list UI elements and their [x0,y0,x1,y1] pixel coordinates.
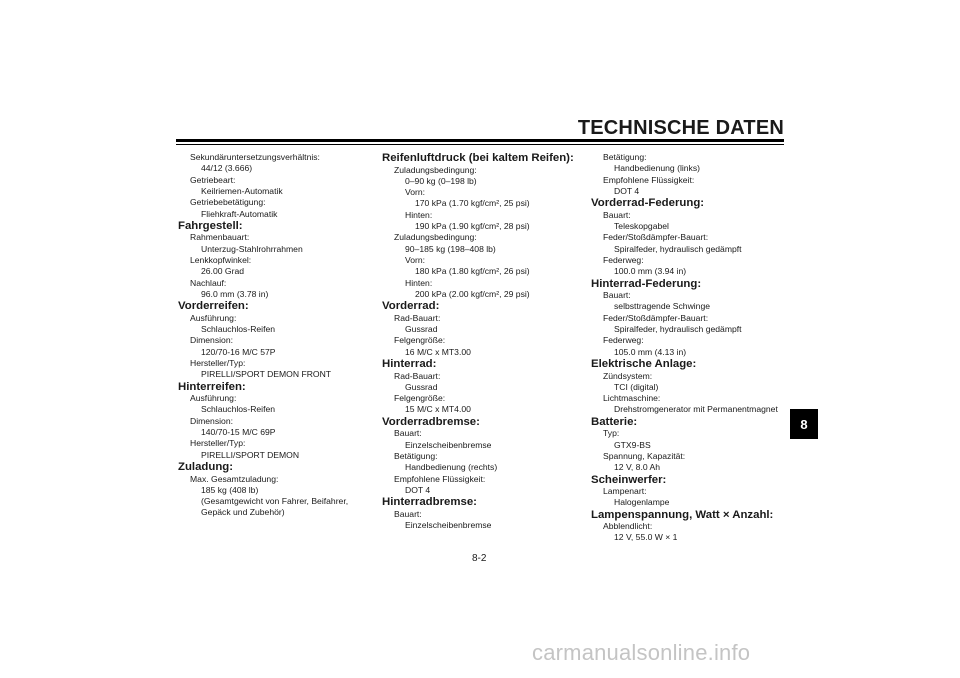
spec-line: Handbedienung (links) [614,163,700,174]
spec-line: 180 kPa (1.80 kgf/cm², 26 psi) [415,266,530,277]
spec-line: Zündsystem: [603,370,653,381]
spec-line: Keilriemen-Automatik [201,185,283,196]
spec-line: Gussrad [405,324,438,335]
spec-line: Hersteller/Typ: [190,358,246,368]
spec-line: Hinten: [405,277,433,288]
spec-column-2 [384,152,574,531]
spec-line: Bauart: [394,428,422,439]
section-heading: Batterie: [591,415,638,428]
spec-line: Schlauchlos-Reifen [201,324,276,335]
spec-line: Federweg: [603,335,644,346]
spec-line: Feder/Stoßdämpfer-Bauart: [603,312,709,323]
spec-line: Lichtmaschine: [603,393,661,404]
spec-line: Felgengröße: [394,393,446,404]
section-heading: Vorderrad: [382,300,440,313]
spec-line: Lenkkopfwinkel: [190,255,252,265]
spec-line: 12 V, 8.0 Ah [614,462,661,473]
spec-line: Hersteller/Typ: [190,438,246,449]
section-heading: Hinterreifen: [178,380,246,393]
spec-line: Teleskopgabel [614,221,669,232]
watermark: carmanualsonline.info [532,640,751,665]
spec-line: Federweg: [603,255,644,265]
spec-column-1 [180,152,370,519]
spec-line: 200 kPa (2.00 kgf/cm², 29 psi) [415,288,530,299]
spec-line: GTX9-BS [614,439,651,450]
section-heading: Fahrgestell: [178,219,243,232]
header-rule-thick [176,139,784,142]
spec-line: Typ: [603,428,620,439]
section-heading: Hinterradbremse: [382,496,477,509]
spec-line: Rad-Bauart: [394,370,441,381]
section-heading: Hinterrad-Federung: [591,277,702,290]
spec-line: Lampenart: [603,486,647,496]
spec-line: Spannung, Kapazität: [603,450,686,461]
spec-line: 96.0 mm (3.78 in) [201,288,269,299]
section-heading: Vorderradbremse: [382,415,480,428]
section-heading: Vorderreifen: [178,300,249,313]
spec-line: 90–185 kg (198–408 lb) [405,243,496,254]
spec-line: Zuladungsbedingung: [394,232,477,243]
spec-line: 0–90 kg (0–198 lb) [405,175,477,186]
spec-line: Vorn: [405,187,426,198]
section-heading: Zuladung: [178,461,234,473]
spec-line: Rahmenbauart: [190,232,250,243]
spec-line: Betätigung: [394,450,438,461]
spec-line: Unterzug-Stahlrohrrahmen [201,243,303,254]
spec-line: Drehstromgenerator mit Permanentmagnet [614,404,778,415]
spec-line: Halogenlampe [614,497,670,508]
page-number: 8-2 [472,553,487,564]
spec-line: Spiralfeder, hydraulisch gedämpft [614,243,742,254]
section-heading: Hinterrad: [382,358,437,370]
spec-line: DOT 4 [405,484,431,495]
spec-line: Dimension: [190,335,233,346]
spec-line: Hinten: [405,209,433,220]
section-heading: Elektrische Anlage: [591,358,697,370]
spec-line: PIRELLI/SPORT DEMON FRONT [201,369,332,380]
spec-line: Abblendlicht: [603,521,653,532]
spec-line: Nachlauf: [190,277,227,288]
spec-line: 140/70-15 M/C 69P [201,427,276,438]
spec-line: Felgengröße: [394,335,446,346]
spec-line: TCI (digital) [614,381,659,392]
spec-line: (Gesamtgewicht von Fahrer, Beifahrer, [201,496,349,507]
spec-line: Getriebebetätigung: [190,197,266,208]
spec-line: Betätigung: [603,152,647,162]
spec-line: Ausführung: [190,312,237,323]
section-heading: Vorderrad-Federung: [591,197,705,210]
spec-line: Einzelscheibenbremse [405,519,492,530]
section-heading: Lampenspannung, Watt × Anzahl: [591,508,774,521]
spec-line: 105.0 mm (4.13 in) [614,346,687,357]
spec-line: Handbedienung (rechts) [405,462,498,473]
spec-line: 120/70-16 M/C 57P [201,346,276,357]
chapter-tab: 8 [790,409,818,439]
spec-line: 170 kPa (1.70 kgf/cm², 25 psi) [415,198,530,209]
spec-line: 12 V, 55.0 W × 1 [614,532,678,543]
spec-line: 44/12 (3.666) [201,163,253,174]
section-heading: Reifenluftdruck (bei kaltem Reifen): [382,152,574,164]
spec-line: 15 M/C x MT4.00 [405,404,471,415]
spec-line: 16 M/C x MT3.00 [405,346,471,357]
spec-line: Spiralfeder, hydraulisch gedämpft [614,324,742,335]
page-title: TECHNISCHE DATEN [577,117,784,139]
spec-line: Rad-Bauart: [394,312,441,323]
spec-line: Bauart: [394,508,422,519]
spec-line: Vorn: [405,255,426,265]
spec-line: Dimension: [190,415,233,426]
spec-line: Getriebeart: [190,174,236,185]
spec-line: 185 kg (408 lb) [201,484,259,495]
spec-line: Schlauchlos-Reifen [201,404,276,415]
spec-line: Max. Gesamtzuladung: [190,473,279,484]
spec-line: Empfohlene Flüssigkeit: [603,174,695,185]
spec-line: Gepäck und Zubehör) [201,507,285,518]
spec-line: PIRELLI/SPORT DEMON [201,449,300,460]
spec-line: Sekundäruntersetzungsverhältnis: [190,152,320,162]
spec-line: 100.0 mm (3.94 in) [614,266,687,277]
spec-line: DOT 4 [614,185,640,196]
spec-line: selbsttragende Schwinge [614,301,711,312]
spec-line: Zuladungsbedingung: [394,164,477,175]
spec-line: Bauart: [603,209,631,220]
header-rule-thin [176,144,784,145]
spec-line: Gussrad [405,381,438,392]
section-heading: Scheinwerfer: [591,473,667,486]
spec-line: Feder/Stoßdämpfer-Bauart: [603,232,709,243]
spec-line: Einzelscheibenbremse [405,439,492,450]
spec-line: Ausführung: [190,393,237,404]
spec-line: 190 kPa (1.90 kgf/cm², 28 psi) [415,221,530,232]
spec-line: Empfohlene Flüssigkeit: [394,473,486,484]
spec-column-3 [593,152,783,544]
spec-line: Bauart: [603,290,631,301]
spec-line: Fliehkraft-Automatik [201,208,278,219]
spec-line: 26.00 Grad [201,266,244,277]
